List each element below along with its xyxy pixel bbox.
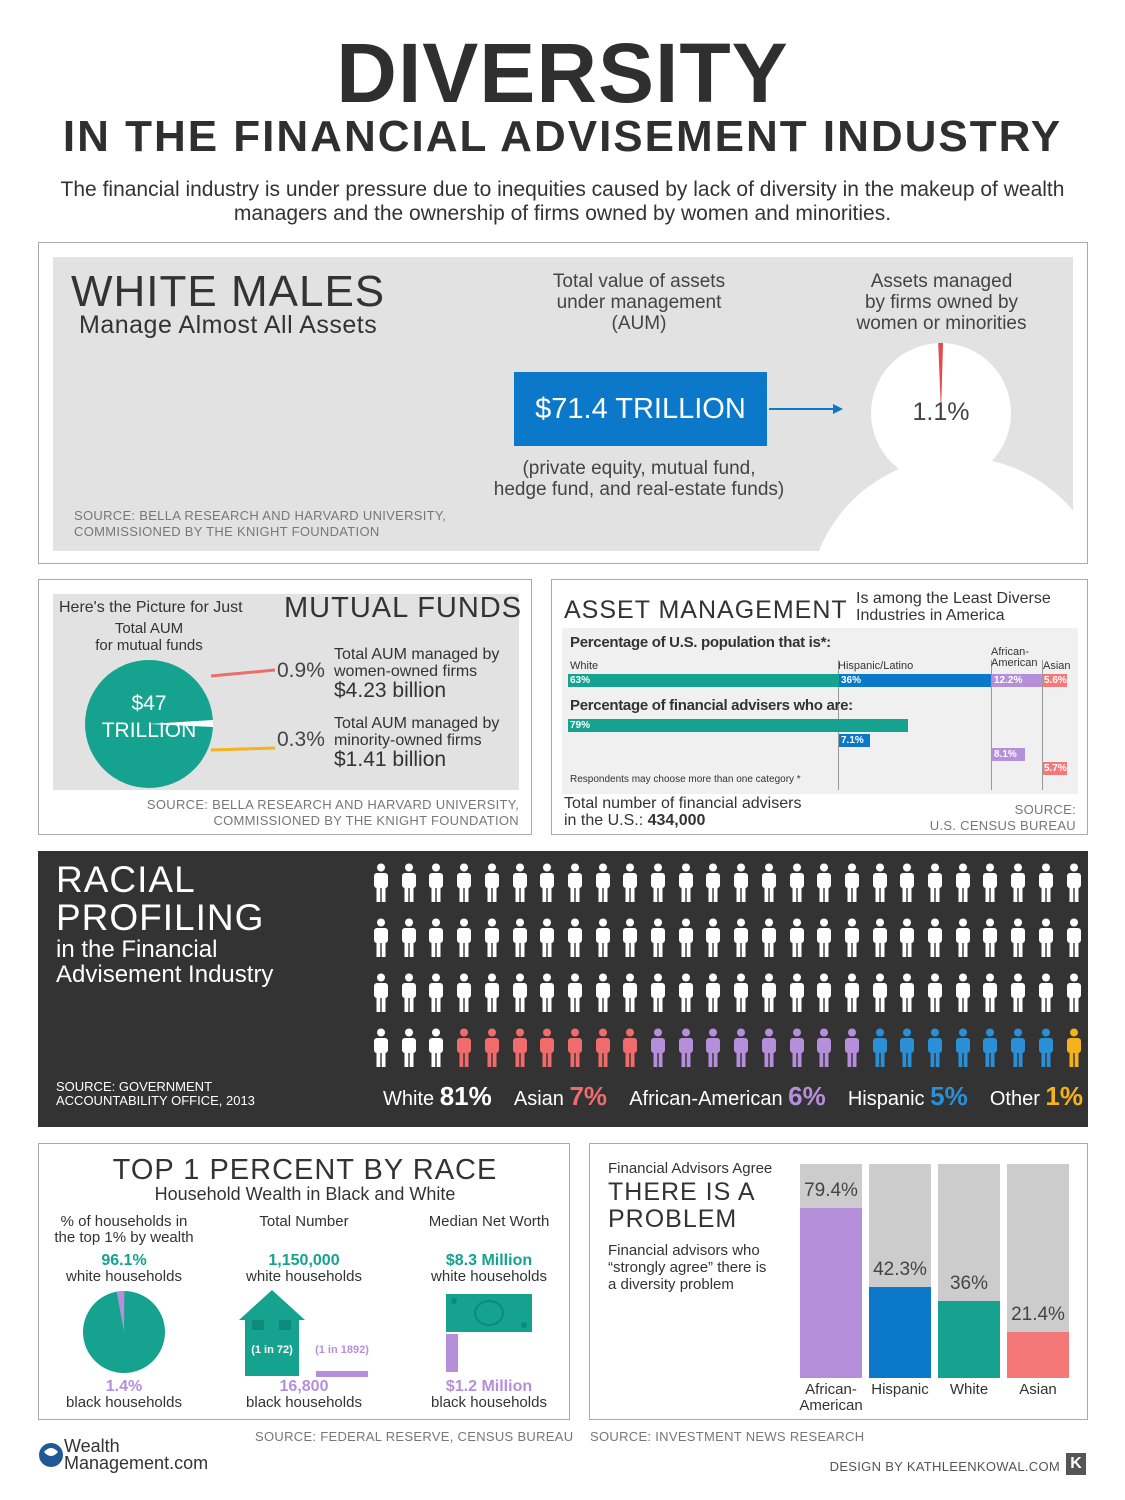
person-icon	[594, 973, 612, 1013]
person-icon	[1037, 1028, 1055, 1068]
person-icon	[621, 1028, 639, 1068]
person-icon	[843, 918, 861, 958]
person-icon	[427, 1028, 445, 1068]
am-cat-african: African- American	[991, 646, 1038, 669]
legend-item	[990, 1081, 1083, 1112]
designer-mark-icon: K	[1066, 1453, 1086, 1475]
bar-category-label: African- American	[799, 1381, 863, 1414]
design-credit: DESIGN BY KATHLEENKOWAL.COM	[829, 1459, 1060, 1474]
person-icon	[621, 973, 639, 1013]
mf-women-pct: 0.9%	[277, 659, 325, 682]
person-icon	[898, 1028, 916, 1068]
am-adv-african-val: 8.1%	[994, 749, 1017, 760]
person-icon	[704, 918, 722, 958]
page-title: DIVERSITY	[336, 26, 789, 120]
person-icon	[511, 863, 529, 903]
top1-white-pct: 96.1%	[101, 1252, 147, 1269]
person-icon	[898, 973, 916, 1013]
white-males-source: SOURCE: BELLA RESEARCH AND HARVARD UNIVERSITY, COMMISSIONED BY THE KNIGHT FOUNDATION	[74, 508, 447, 539]
people-grid	[366, 861, 1086, 1081]
person-icon	[1009, 918, 1027, 958]
am-adv-asian-val: 5.7%	[1044, 763, 1067, 774]
bar	[1007, 1332, 1069, 1378]
person-icon	[760, 973, 778, 1013]
person-icon	[483, 973, 501, 1013]
top1-black-households-1: black households	[66, 1394, 182, 1411]
am-pop-bar-white	[568, 674, 839, 687]
bar-category-label: Hispanic	[871, 1381, 929, 1398]
wealthmanagement-logo: Wealth Management.com	[64, 1436, 209, 1473]
am-adv-hispanic-val: 7.1%	[841, 735, 864, 746]
racial-title: RACIAL PROFILING	[56, 859, 265, 938]
mutual-funds-title: MUTUAL FUNDS	[284, 592, 523, 624]
white-males-panel	[38, 242, 1088, 564]
person-icon	[427, 863, 445, 903]
am-title: ASSET MANAGEMENT	[564, 596, 848, 624]
am-pop-white-val: 63%	[570, 675, 591, 686]
person-icon	[400, 863, 418, 903]
person-icon	[843, 863, 861, 903]
person-icon	[566, 863, 584, 903]
person-icon	[760, 1028, 778, 1068]
person-icon	[732, 973, 750, 1013]
legend-label: Other	[989, 1088, 1046, 1110]
person-icon	[760, 863, 778, 903]
legend-label: White	[383, 1088, 440, 1110]
person-icon	[400, 918, 418, 958]
person-icon	[1009, 1028, 1027, 1068]
person-icon	[455, 1028, 473, 1068]
top1-black-households-2: black households	[246, 1394, 362, 1411]
money-bill-icon	[446, 1294, 532, 1332]
person-icon	[704, 973, 722, 1013]
mf-total-label: Total AUM for mutual funds	[95, 620, 203, 654]
mf-total-value: $47 TRILLION	[101, 692, 197, 742]
person-icon	[566, 1028, 584, 1068]
person-icon	[455, 863, 473, 903]
racial-legend	[383, 1081, 1083, 1117]
legend-label: Hispanic	[847, 1088, 931, 1110]
person-icon	[1065, 973, 1083, 1013]
white-males-subheading: Manage Almost All Assets	[79, 311, 378, 339]
person-icon	[981, 1028, 999, 1068]
am-pop-bar-hispanic	[839, 674, 991, 687]
mf-women-value: $4.23 billion	[334, 679, 447, 702]
am-pop-african-val: 12.2%	[994, 675, 1023, 686]
person-icon	[455, 973, 473, 1013]
am-footnote: Respondents may choose more than one category *	[570, 774, 801, 785]
bar	[869, 1287, 931, 1378]
person-icon	[981, 973, 999, 1013]
top1-subtitle: Household Wealth in Black and White	[154, 1184, 456, 1204]
person-icon	[843, 1028, 861, 1068]
legend-item	[629, 1081, 826, 1112]
person-icon	[1065, 1028, 1083, 1068]
am-pop-asian-val: 5.6%	[1044, 675, 1067, 686]
top1-black-worth: $1.2 Million	[445, 1378, 533, 1395]
top1-pie-slice	[83, 1291, 165, 1373]
person-icon	[871, 918, 889, 958]
person-icon	[372, 863, 390, 903]
top1-black-households-3: black households	[431, 1394, 547, 1411]
person-icon	[871, 973, 889, 1013]
person-icon	[427, 973, 445, 1013]
person-icon	[815, 973, 833, 1013]
person-icon	[1009, 973, 1027, 1013]
problem-chart	[800, 1164, 1080, 1420]
person-icon	[954, 973, 972, 1013]
am-pop-heading: Percentage of U.S. population that is*:	[570, 634, 831, 651]
top1-panel	[38, 1143, 570, 1420]
person-icon	[732, 1028, 750, 1068]
top1-source: SOURCE: FEDERAL RESERVE, CENSUS BUREAU	[255, 1429, 574, 1444]
am-source: SOURCE: U.S. CENSUS BUREAU	[929, 802, 1076, 833]
house-icon-small	[316, 1371, 368, 1377]
mf-minority-value: $1.41 billion	[334, 748, 447, 771]
am-adv-heading: Percentage of financial advisers who are:	[570, 697, 853, 714]
legend-pct: 5%	[930, 1081, 968, 1111]
person-icon	[871, 1028, 889, 1068]
am-aside: Is among the Least Diverse Industries in America	[856, 590, 1051, 624]
am-pop-hispanic-val: 36%	[841, 675, 862, 686]
person-icon	[538, 918, 556, 958]
person-icon	[954, 1028, 972, 1068]
page-subtitle: IN THE FINANCIAL ADVISEMENT INDUSTRY	[62, 112, 1063, 161]
person-icon	[594, 1028, 612, 1068]
asset-management-panel	[551, 579, 1088, 835]
bar	[800, 1208, 862, 1378]
person-icon	[649, 863, 667, 903]
person-icon	[566, 918, 584, 958]
person-icon	[1065, 918, 1083, 958]
person-icon	[483, 918, 501, 958]
mf-leader-lines	[209, 660, 279, 760]
house-icon-large	[239, 1290, 305, 1376]
am-total: Total number of financial advisers in the U.S.: 434,000	[564, 795, 802, 829]
person-icon	[511, 918, 529, 958]
bar	[938, 1301, 1000, 1378]
person-icon	[954, 918, 972, 958]
person-icon	[1037, 863, 1055, 903]
person-icon	[538, 1028, 556, 1068]
top1-col1-head: % of households in the top 1% by wealth	[54, 1213, 194, 1246]
aum-label: Total value of assets under management (AUM)	[552, 271, 726, 334]
person-icon	[594, 863, 612, 903]
person-icon	[926, 1028, 944, 1068]
top1-white-households-1: white households	[66, 1268, 182, 1285]
top1-col3-head: Median Net Worth	[428, 1213, 550, 1230]
person-icon	[898, 918, 916, 958]
person-icon	[843, 973, 861, 1013]
person-icon	[511, 973, 529, 1013]
person-icon	[1037, 918, 1055, 958]
racial-panel	[38, 851, 1088, 1127]
mutual-funds-intro: Here's the Picture for Just	[59, 599, 243, 616]
person-icon	[649, 918, 667, 958]
racial-subtitle: in the Financial Advisement Industry	[56, 936, 274, 988]
person-icon	[788, 973, 806, 1013]
person-icon	[898, 863, 916, 903]
top1-white-number: 1,150,000	[268, 1252, 340, 1269]
person-icon	[594, 918, 612, 958]
person-icon	[760, 918, 778, 958]
person-icon	[926, 918, 944, 958]
mutual-funds-panel	[38, 579, 532, 835]
mf-minority-label: Total AUM managed by minority-owned firms	[334, 715, 500, 749]
person-icon	[788, 1028, 806, 1068]
person-icon	[1037, 973, 1055, 1013]
mf-women-label: Total AUM managed by women-owned firms	[334, 646, 500, 680]
mf-minority-pct: 0.3%	[277, 728, 325, 751]
person-icon	[427, 918, 445, 958]
legend-item	[514, 1081, 607, 1112]
aum-value-box: $71.4 TRILLION	[514, 372, 767, 446]
person-icon	[704, 1028, 722, 1068]
bar-value-label: 36%	[949, 1272, 989, 1294]
person-icon	[788, 918, 806, 958]
legend-item	[383, 1081, 492, 1112]
aum-note: (private equity, mutual fund, hedge fund, and real-estate funds)	[493, 458, 785, 500]
person-icon	[1009, 863, 1027, 903]
person-icon	[483, 1028, 501, 1068]
legend-label: Asian	[513, 1088, 570, 1110]
legend-label: African-American	[629, 1088, 789, 1110]
top1-black-number: 16,800	[279, 1378, 329, 1395]
person-icon	[677, 918, 695, 958]
top1-black-pct: 1.4%	[105, 1378, 143, 1395]
top1-black-ratio: (1 in 1892)	[315, 1344, 369, 1356]
top1-title: TOP 1 PERCENT BY RACE	[112, 1154, 498, 1186]
person-icon	[649, 1028, 667, 1068]
am-adv-bar-white	[568, 719, 908, 732]
person-icon	[732, 863, 750, 903]
am-cat-white: White	[570, 660, 599, 672]
person-icon	[621, 918, 639, 958]
person-icon	[372, 1028, 390, 1068]
top1-white-ratio: (1 in 72)	[251, 1344, 293, 1356]
top1-col2-head: Total Number	[259, 1213, 349, 1230]
person-icon	[871, 863, 889, 903]
person-icon	[538, 973, 556, 1013]
person-icon	[815, 863, 833, 903]
bar-value-label: 21.4%	[1011, 1304, 1065, 1326]
legend-item	[848, 1081, 968, 1112]
bar-category-label: White	[949, 1381, 989, 1398]
white-males-heading: WHITE MALES	[71, 267, 386, 316]
legend-pct: 1%	[1045, 1081, 1083, 1111]
person-icon	[400, 973, 418, 1013]
person-icon	[704, 863, 722, 903]
bar-category-label: Asian	[1019, 1381, 1057, 1398]
person-icon	[926, 863, 944, 903]
person-icon	[400, 1028, 418, 1068]
top1-white-households-3: white households	[431, 1268, 547, 1285]
problem-kicker: Financial Advisors Agree	[608, 1160, 773, 1177]
problem-desc: Financial advisors who “strongly agree” there is a diversity problem	[608, 1242, 767, 1293]
mutual-funds-source: SOURCE: BELLA RESEARCH AND HARVARD UNIVERSITY, COMMISSIONED BY THE KNIGHT FOUNDATION	[146, 797, 519, 828]
am-adv-white-val: 79%	[570, 720, 591, 731]
person-icon	[511, 1028, 529, 1068]
legend-pct: 7%	[569, 1081, 608, 1111]
person-icon	[1065, 863, 1083, 903]
person-icon	[815, 1028, 833, 1068]
person-icon	[455, 918, 473, 958]
intro-text: The financial industry is under pressure due to inequities caused by lack of diversity in the makeup of wealth managers and the ownership of firms owned by women and minorities.	[60, 178, 1065, 225]
problem-panel	[589, 1143, 1088, 1420]
money-bill-small-icon	[446, 1334, 458, 1372]
problem-title: THERE IS A PROBLEM	[608, 1178, 756, 1233]
bar-value-label: 42.3%	[873, 1259, 927, 1281]
person-icon	[926, 973, 944, 1013]
wealthmanagement-logo-icon	[38, 1440, 64, 1470]
person-icon	[677, 1028, 695, 1068]
person-icon	[954, 863, 972, 903]
person-icon	[788, 863, 806, 903]
person-icon	[621, 863, 639, 903]
person-icon	[372, 918, 390, 958]
legend-pct: 6%	[788, 1081, 826, 1111]
person-icon	[538, 863, 556, 903]
person-icon	[677, 863, 695, 903]
person-icon	[566, 973, 584, 1013]
am-cat-asian: Asian	[1043, 660, 1071, 672]
person-icon	[815, 918, 833, 958]
owned-pct: 1.1%	[912, 398, 970, 426]
arrow-right-icon	[769, 399, 844, 419]
am-cat-hispanic: Hispanic/Latino	[838, 660, 914, 672]
top1-white-households-2: white households	[246, 1268, 362, 1285]
bar-value-label: 79.4%	[804, 1180, 858, 1202]
person-icon	[981, 918, 999, 958]
racial-source: SOURCE: GOVERNMENT ACCOUNTABILITY OFFICE, 2013	[56, 1079, 255, 1108]
person-icon	[677, 973, 695, 1013]
person-icon	[372, 973, 390, 1013]
person-icon	[483, 863, 501, 903]
legend-pct: 81%	[439, 1081, 492, 1111]
problem-source: SOURCE: INVESTMENT NEWS RESEARCH	[590, 1429, 865, 1444]
person-icon	[732, 918, 750, 958]
person-icon	[981, 863, 999, 903]
person-icon	[649, 973, 667, 1013]
owned-label: Assets managed by firms owned by women or minorities	[856, 271, 1027, 334]
top1-white-worth: $8.3 Million	[445, 1252, 533, 1269]
